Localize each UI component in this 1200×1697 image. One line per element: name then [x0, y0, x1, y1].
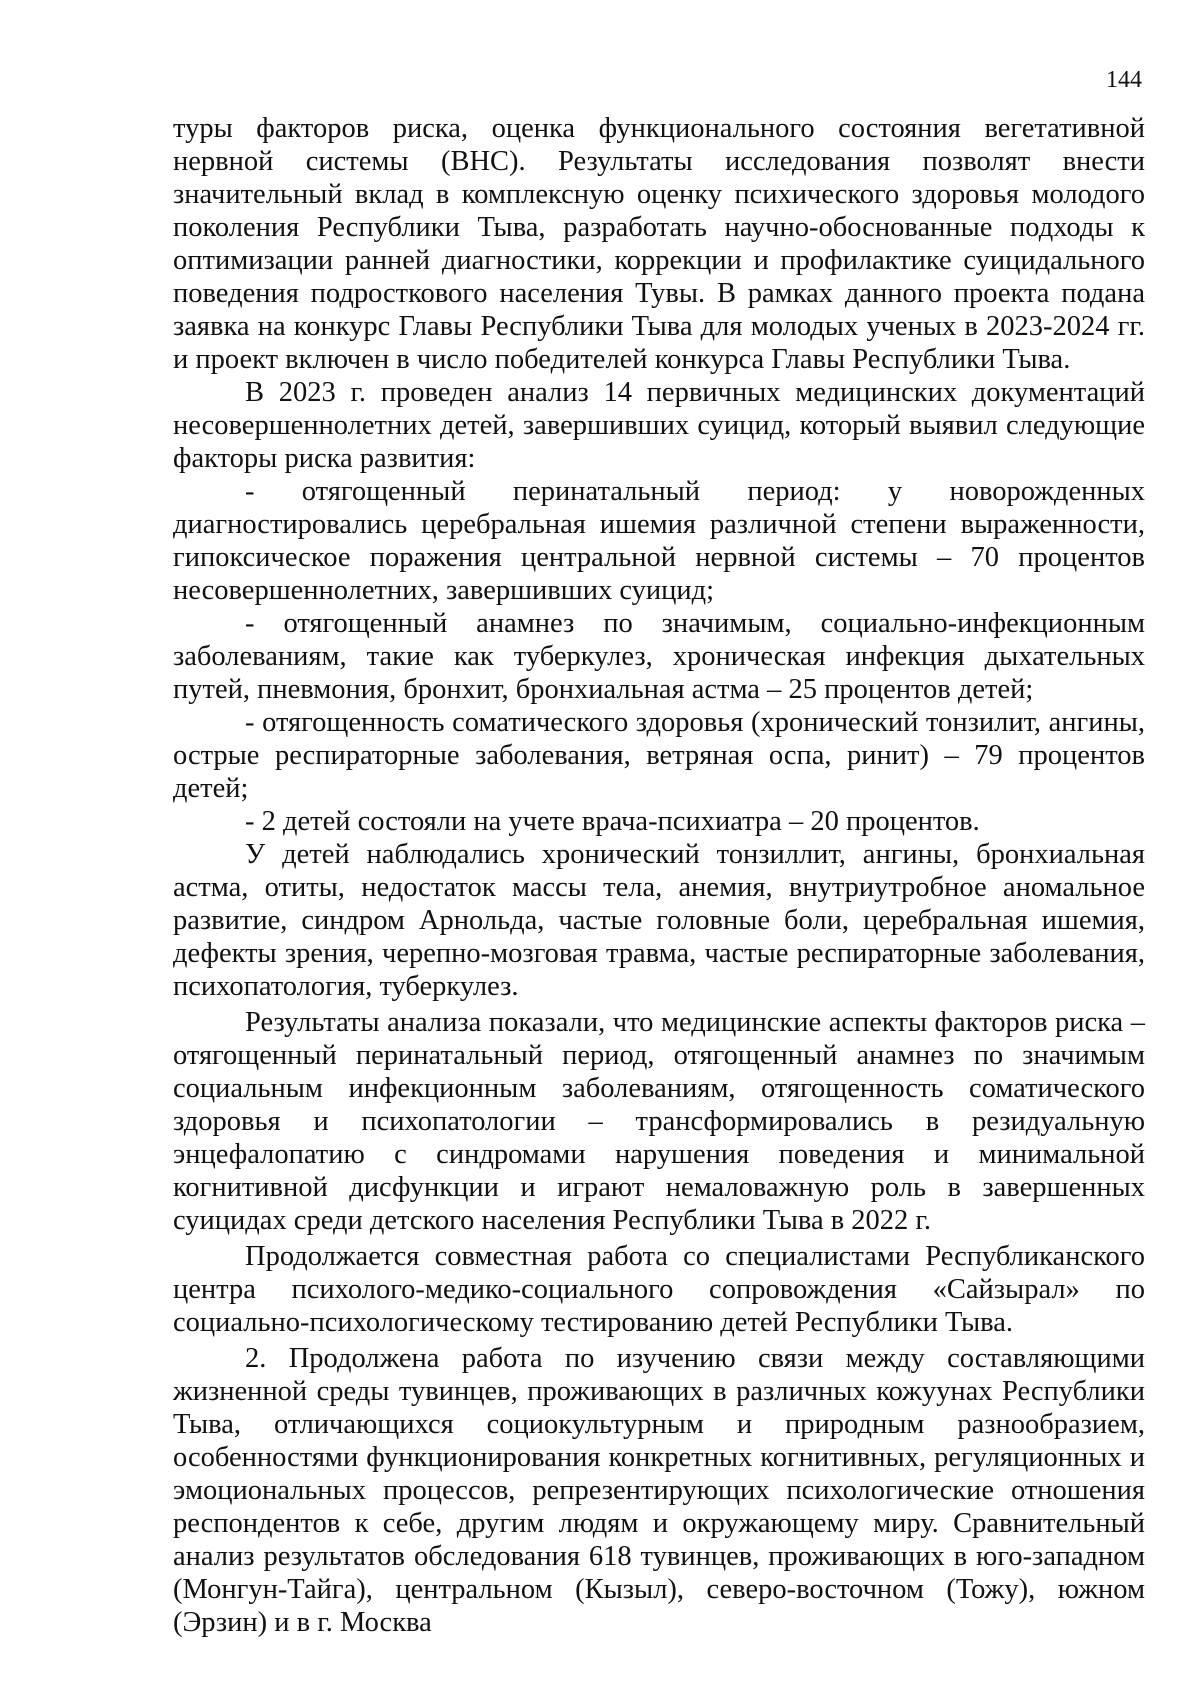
- list-item-somatic: - отягощенность соматического здоровья (хронический тонзилит, ангины, острые респираторные заболевания, ветряная оспа, ринит) – 79 процентов детей;: [173, 707, 1145, 804]
- paragraph-results: Результаты анализа показали, что медицинские аспекты факторов риска – отягощенный перинатальный период, отягощенный анамнез по значимым социальным инфекционным заболеваниям, отягощенность соматического здоровья и психопатологии – трансформировались в резидуальную энцефалопатию с синдромами нарушения поведения и минимальной когнитивной дисфункции и играют немаловажную роль в завершенных суицидах среди детского населения Республики Тыва в 2022 г.: [173, 1007, 1145, 1236]
- document-body: [173, 112, 1145, 1639]
- paragraph-section-2: 2. Продолжена работа по изучению связи между составляющими жизненной среды тувинцев, проживающих в различных кожуунах Республики Тыва, отличающихся социокультурным и природным разнообразием, особенностями функционирования конкретных когнитивных, регуляционных и эмоциональных процессов, репрезентирующих психологические отношения респондентов к себе, другим людям и окружающему миру. Сравнительный анализ результатов обследования 618 тувинцев, проживающих в юго-западном (Монгун-Тайга), центральном (Кызыл), северо-восточном (Тожу), южном (Эрзин) и в г. Москва: [173, 1343, 1145, 1638]
- paragraph-observations: У детей наблюдались хронический тонзиллит, ангины, бронхиальная астма, отиты, недостаток массы тела, анемия, внутриутробное аномальное развитие, синдром Арнольда, частые головные боли, церебральная ишемия, дефекты зрения, черепно-мозговая травма, частые респираторные заболевания, психопатология, туберкулез.: [173, 839, 1145, 1002]
- list-item-perinatal: - отягощенный перинатальный период: у новорожденных диагностировались церебральная ишемия различной степени выраженности, гипоксическое поражения центральной нервной системы – 70 процентов несовершеннолетних, завершивших суицид;: [173, 476, 1145, 606]
- list-item-anamnesis: - отягощенный анамнез по значимым, социально-инфекционным заболеваниям, такие как туберкулез, хроническая инфекция дыхательных путей, пневмония, бронхит, бронхиальная астма – 25 процентов детей;: [173, 608, 1145, 705]
- paragraph-cooperation: Продолжается совместная работа со специалистами Республиканского центра психолого-медико-социального сопровождения «Сайзырал» по социально-психологическому тестированию детей Республики Тыва.: [173, 1241, 1145, 1338]
- paragraph-2: В 2023 г. проведен анализ 14 первичных медицинских документаций несовершеннолетних детей, завершивших суицид, который выявил следующие факторы риска развития:: [173, 377, 1145, 474]
- page-number: 144: [1106, 67, 1142, 93]
- list-item-psychiatrist: - 2 детей состояли на учете врача-психиатра – 20 процентов.: [245, 806, 980, 837]
- paragraph-1: туры факторов риска, оценка функционального состояния вегетативной нервной системы (ВНС). Результаты исследования позволят внести значительный вклад в комплексную оценку психического здоровья молодого поколения Республики Тыва, разработать научно-обоснованные подходы к оптимизации ранней диагностики, коррекции и профилактике суицидального поведения подросткового населения Тувы. В рамках данного проекта подана заявка на конкурс Главы Республики Тыва для молодых ученых в 2023-2024 гг. и проект включен в число победителей конкурса Главы Республики Тыва.: [173, 113, 1145, 375]
